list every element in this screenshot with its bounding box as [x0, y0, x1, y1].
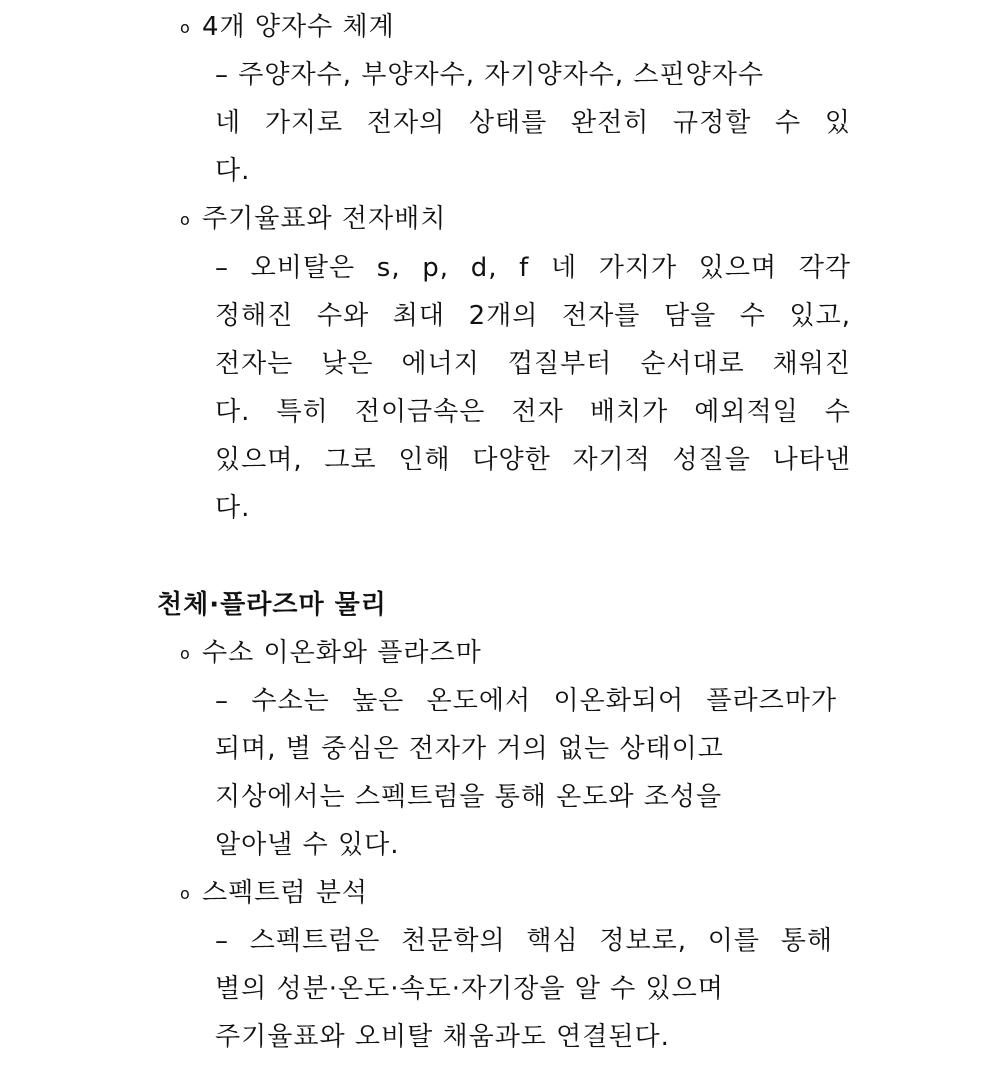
bullet-icon: o — [180, 17, 191, 37]
item-title: 수소 이온화와 플라즈마 — [202, 638, 482, 668]
item-line: 다. 특히 전이금속은 전자 배치가 예외적일 수 — [215, 397, 851, 427]
item-line: 알아낼 수 있다. — [215, 830, 400, 860]
item-line: – 스펙트럼은 천문학의 핵심 정보로, 이를 통해 — [215, 926, 833, 956]
item-line: – 수소는 높은 온도에서 이온화되어 플라즈마가 — [215, 686, 837, 716]
section-heading: 천체·플라즈마 물리 — [157, 590, 387, 620]
list-item — [180, 202, 446, 237]
bullet-icon: o — [180, 643, 191, 663]
item-title: 주기율표와 전자배치 — [202, 204, 447, 234]
bullet-icon: o — [180, 209, 191, 229]
list-item — [180, 876, 368, 911]
item-line: – 주양자수, 부양자수, 자기양자수, 스핀양자수 — [215, 60, 764, 90]
item-line: 다. — [215, 156, 251, 186]
item-line: 네 가지로 전자의 상태를 완전히 규정할 수 있 — [215, 108, 851, 138]
item-line: 다. — [215, 493, 251, 523]
item-line: – 오비탈은 s, p, d, f 네 가지가 있으며 각각 — [215, 253, 851, 283]
list-item — [180, 10, 395, 45]
item-line: 별의 성분·온도·속도·자기장을 알 수 있으며 — [215, 974, 724, 1004]
item-line: 정해진 수와 최대 2개의 전자를 담을 수 있고, — [215, 301, 851, 331]
item-line: 주기율표와 오비탈 채움과도 연결된다. — [215, 1022, 670, 1052]
item-line: 되며, 별 중심은 전자가 거의 없는 상태이고 — [215, 734, 724, 764]
item-line: 있으며, 그로 인해 다양한 자기적 성질을 나타낸 — [215, 445, 851, 475]
list-item — [180, 636, 482, 671]
item-line: 지상에서는 스펙트럼을 통해 온도와 조성을 — [215, 782, 723, 812]
item-line: 전자는 낮은 에너지 껍질부터 순서대로 채워진 — [215, 349, 851, 379]
item-title: 스펙트럼 분석 — [202, 878, 368, 908]
item-title: 4개 양자수 체계 — [202, 12, 395, 42]
bullet-icon: o — [180, 883, 191, 903]
